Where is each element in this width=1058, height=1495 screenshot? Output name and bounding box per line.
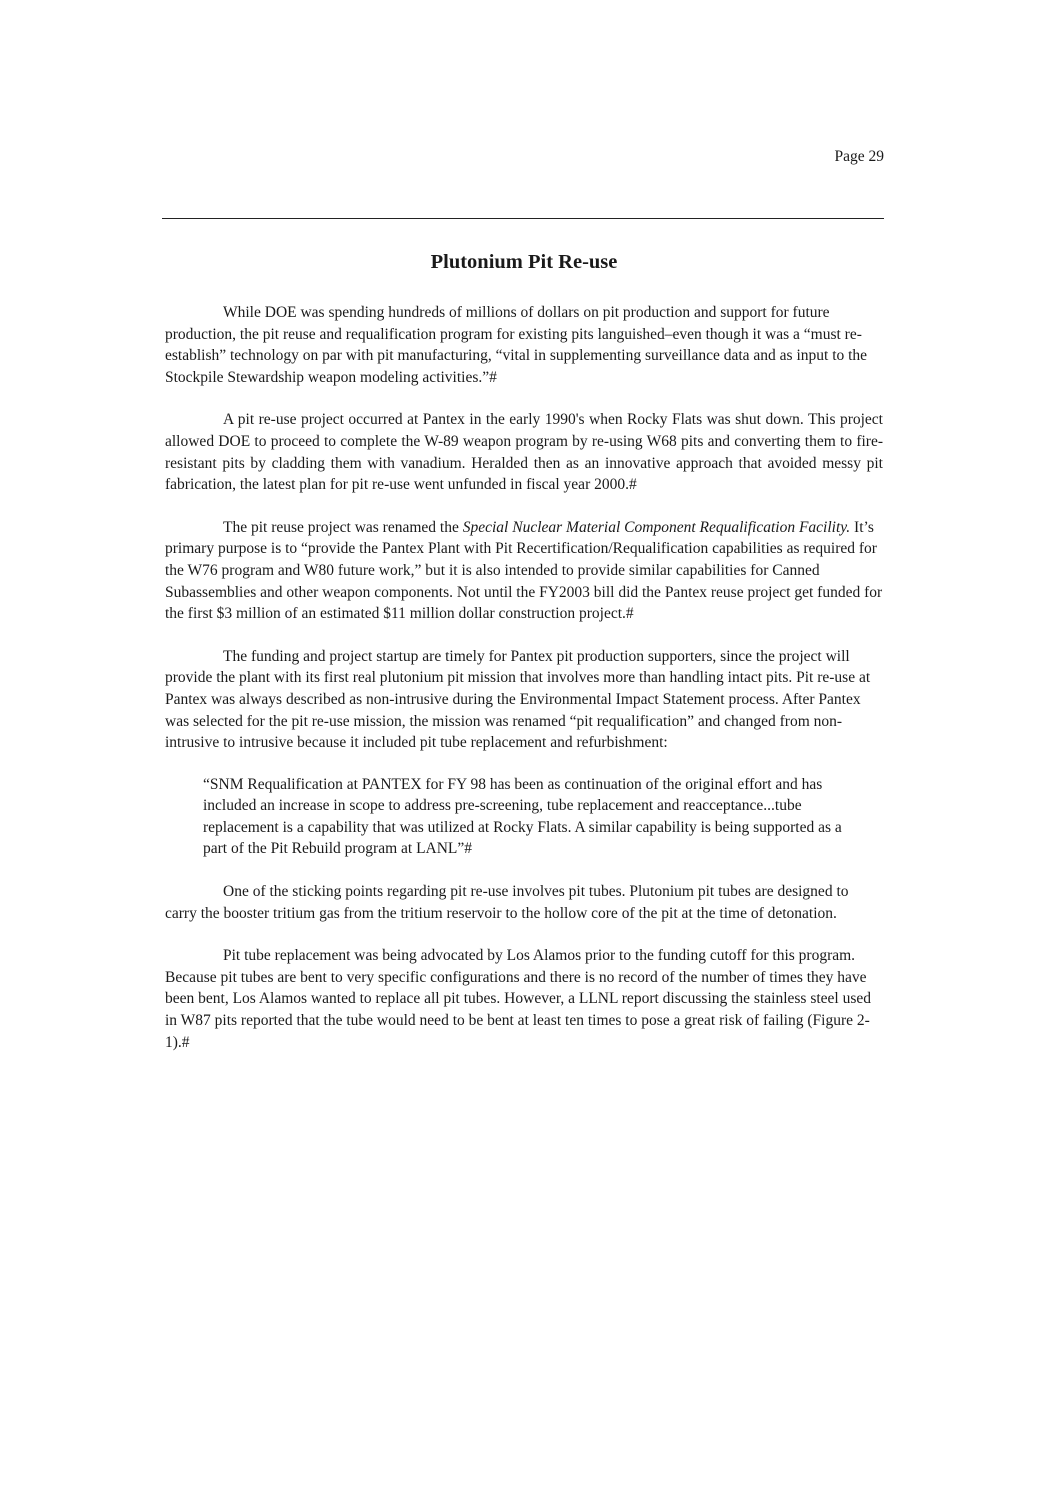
paragraph-5: One of the sticking points regarding pit re-use involves pit tubes. Plutonium pit tubes are designed to carry the booster tritium gas from the tritium reservoir to the hollow core of the pit at the time of detonation. bbox=[165, 883, 849, 922]
header-divider bbox=[162, 218, 884, 219]
block-quote: “SNM Requalification at PANTEX for FY 98 has been as continuation of the original effort and has included an increase in scope to address pre-screening, tube replacement and reacceptance...tube replacement is a capability that was utilized at Rocky Flats. A similar capability is being supported as a part of the Pit Rebuild program at LANL”# bbox=[203, 775, 842, 858]
paragraph-3-suffix: It’s primary purpose is to “provide the Pantex Plant with Pit Recertification/Requalification capabilities as required for the W76 program and W80 future work,” but it is also intended to provide similar capabilities for Canned Subassemblies and other weapon components. Not until the FY2003 bill did the Pantex reuse project get funded for the first $3 million of an estimated $11 million dollar construction project.# bbox=[165, 518, 883, 623]
paragraph-3 bbox=[165, 517, 883, 625]
paragraph-6: Pit tube replacement was being advocated by Los Alamos prior to the funding cutoff for this program. Because pit tubes are bent to very specific configurations and there is no record of the number of times they have been bent, Los Alamos wanted to replace all pit tubes. However, a LLNL report discussing the stainless steel used in W87 pits reported that the tube would need to be bent at least ten times to pose a great risk of failing (Figure 2-1).# bbox=[165, 947, 872, 1051]
page-number: Page 29 bbox=[834, 148, 884, 165]
paragraph-4: The funding and project startup are timely for Pantex pit production supporters, since the project will provide the plant with its first real plutonium pit mission that involves more than handling intact pits. Pit re-use at Pantex was always described as non-intrusive during the Environmental Impact Statement process. After Pantex was selected for the pit re-use mission, the mission was renamed “pit requalification” and changed from non-intrusive to intrusive because it included pit tube replacement and refurbishment: bbox=[165, 647, 871, 752]
document-body bbox=[165, 248, 883, 1074]
page-title: Plutonium Pit Re-use bbox=[430, 251, 618, 273]
paragraph-1: While DOE was spending hundreds of millions of dollars on pit production and support for future production, the pit reuse and requalification program for existing pits languished–even though it was a “must re-establish” technology on par with pit manufacturing, “vital in supplementing surveillance data and as input to the Stockpile Stewardship weapon modeling activities.”# bbox=[165, 304, 868, 386]
paragraph-3-prefix: The pit reuse project was renamed the bbox=[223, 518, 463, 536]
facility-name-italic: Special Nuclear Material Component Requalification Facility. bbox=[462, 518, 851, 536]
paragraph-2: A pit re-use project occurred at Pantex in the early 1990's when Rocky Flats was shut down. This project allowed DOE to proceed to complete the W-89 weapon program by re-using W68 pits and converting them to fire-resistant pits by cladding them with vanadium. Heralded then as an innovative approach that avoided messy pit fabrication, the latest plan for pit re-use went unfunded in fiscal year 2000.# bbox=[165, 411, 883, 494]
